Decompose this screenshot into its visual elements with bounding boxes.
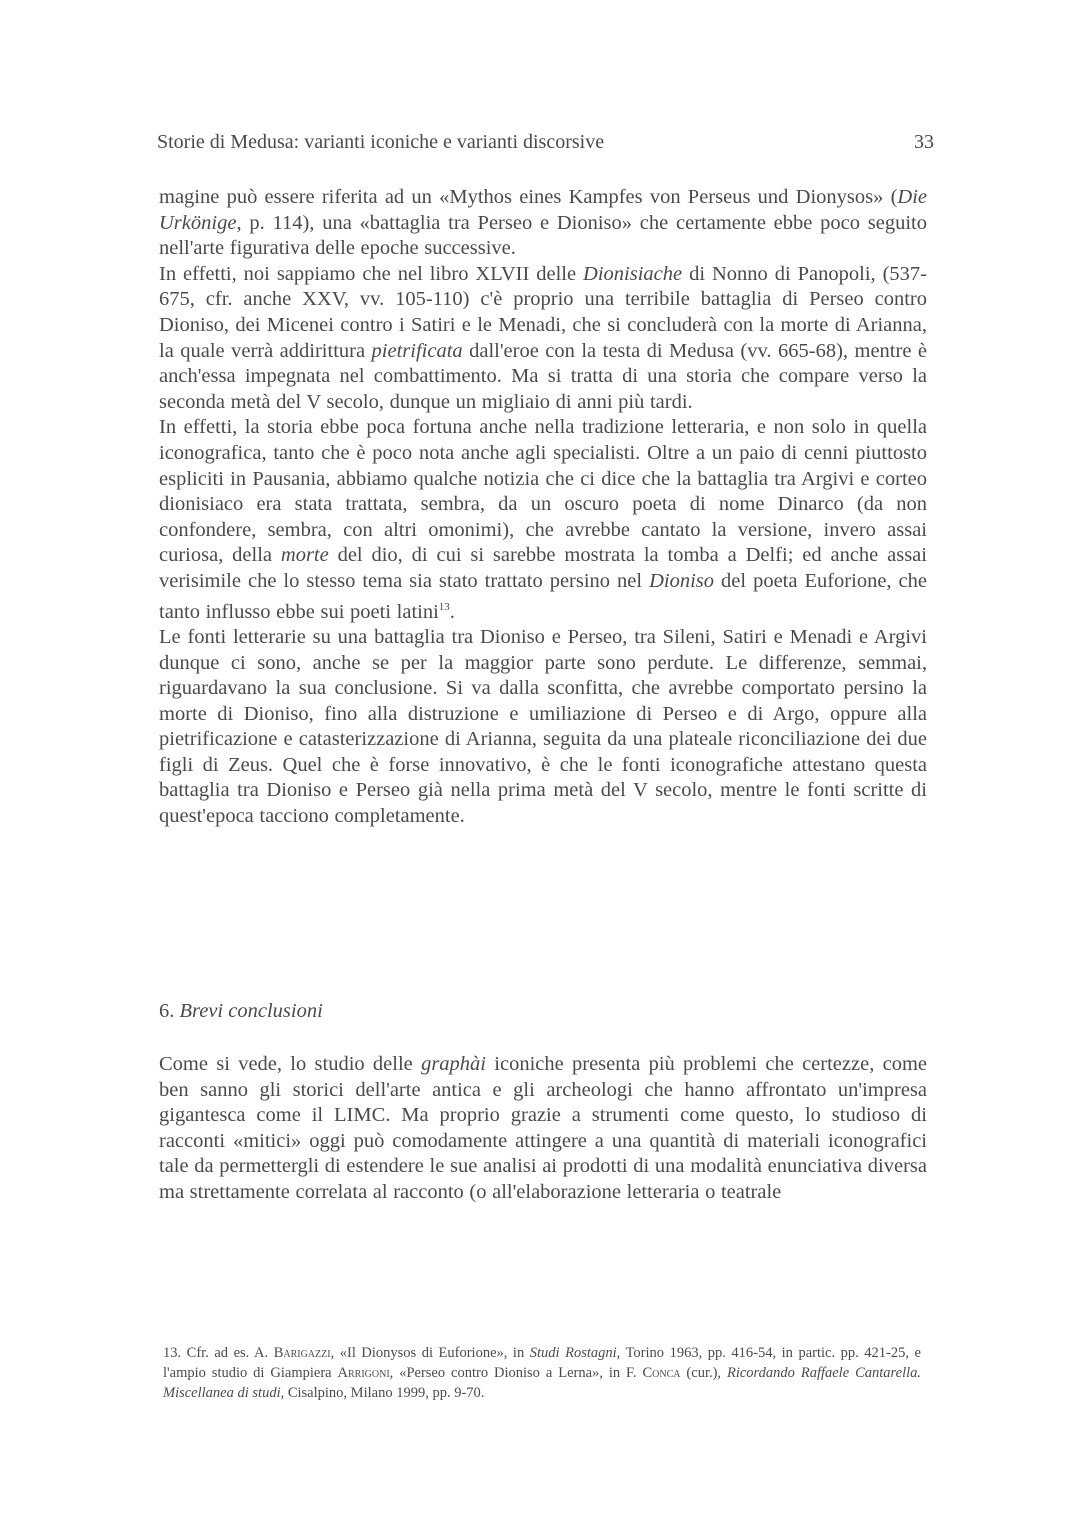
running-title: Storie di Medusa: varianti iconiche e varianti discorsive — [157, 131, 605, 153]
term-graphai: graphài — [421, 1053, 486, 1075]
author-conca: Conca — [642, 1365, 681, 1381]
paragraph-1: magine può essere riferita ad un «Mythos eines Kampfes von Perseus und Dionysos» (Die Urkönige, p. 114), una «battaglia tra Perseo e Dioniso» che certamente ebbe poco seguito nell'arte figurativa delle epoche successive. — [159, 186, 927, 260]
conclusion-paragraph: Come si vede, lo studio delle graphài iconiche presenta più problemi che certezze, come ben sanno gli storici dell'arte antica e gli archeologi che hanno affrontato un'impresa gigantesca come il LIMC. Ma proprio grazie a strumenti come questo, lo studioso di racconti «mitici» oggi può comodamente attingere a una quantità di materiali iconografici tale da permettergli di estendere le sue analisi ai prodotti di una modalità enunciativa diversa ma strettamente correlata al racconto (o all'elaborazione letteraria o teatrale — [159, 1053, 927, 1203]
author-arrigoni: Arrigoni — [337, 1365, 390, 1381]
body-text — [159, 185, 927, 830]
footnote-13: 13. Cfr. ad es. A. Barigazzi, «Il Dionysos di Euforione», in Studi Rostagni, Torino 1963, pp. 416-54, in partic. pp. 421-25, e l'ampio studio di Giampiera Arrigoni, «Perseo contro Dioniso a Lerna», in F. Conca (cur.), Ricordando Raffaele Cantarella. Miscellanea di studi, Cisalpino, Milano 1999, pp. 9-70. — [163, 1345, 921, 1401]
running-header — [157, 131, 934, 154]
author-barigazzi: Barigazzi — [273, 1345, 331, 1361]
title-studi-rostagni: Studi Rostagni — [529, 1345, 617, 1361]
section-heading — [159, 1000, 323, 1023]
title-die-urkonige: Die Urkönige — [159, 186, 927, 234]
title-dionisiache: Dionisiache — [583, 262, 683, 285]
emph-pietrificata: pietrificata — [371, 339, 463, 362]
paragraph-2: In effetti, noi sappiamo che nel libro XLVII delle Dionisiache di Nonno di Panopoli, (537-675, cfr. anche XXV, vv. 105-110) c'è proprio una terribile battaglia di Perseo contro Dioniso, dei Micenei contro i Satiri e le Menadi, che si concluderà con la morte di Arianna, la quale verrà addirittura pietrificata dall'eroe con la testa di Medusa (vv. 665-68), mentre è anch'essa impegnata nel combattimento. Ma si tratta di una storia che compare verso la seconda metà del V secolo, dunque un migliaio di anni più tardi. — [159, 262, 927, 413]
emph-morte: morte — [280, 544, 329, 567]
section-number: 6. — [159, 1000, 175, 1022]
page-number: 33 — [914, 131, 934, 153]
footnote-ref-13[interactable]: 13 — [438, 600, 450, 613]
paragraph-3: In effetti, la storia ebbe poca fortuna anche nella tradizione letteraria, e non solo in quella iconografica, tanto che è poco nota anche agli specialisti. Oltre a un paio di cenni piuttosto espliciti in Pausania, abbiamo qualche notizia che ci dice che la battaglia tra Argivi e corteo dionisiaco era stata trattata, sembra, da un oscuro poeta di nome Dinarco (da non confondere, sembra, con altri omonimi), che avrebbe cantato la versione, invero assai curiosa, della morte del dio, di cui si sarebbe mostrata la tomba a Delfi; ed anche assai verisimile che lo stesso tema sia stato trattato persino nel Dioniso del poeta Euforione, che tanto influsso ebbe sui poeti latini$^{13}$. — [159, 416, 927, 623]
section-title: Brevi conclusioni — [179, 1000, 323, 1022]
conclusion-text — [159, 1052, 927, 1206]
title-ricordando: Ricordando Raffaele Cantarella. Miscellanea di studi — [163, 1365, 921, 1401]
paragraph-4: Le fonti letterarie su una battaglia tra Dioniso e Perseo, tra Sileni, Satiri e Menadi e Argivi dunque ci sono, anche se per la maggior parte sono perdute. Le differenze, semmai, riguardavano la sua conclusione. Si va dalla sconfitta, che avrebbe comportato persino la morte di Dioniso, fino alla distruzione e umiliazione di Perseo e di Argo, oppure alla pietrificazione e catasterizzazione di Arianna, seguita da una plateale riconciliazione dei due figli di Zeus. Quel che è forse innovativo, è che le fonti iconografiche attestano questa battaglia tra Dioniso e Perseo già nella prima metà del V secolo, mentre le fonti scritte di quest'epoca tacciono completamente. — [159, 625, 927, 828]
title-dioniso: Dioniso — [649, 569, 715, 592]
